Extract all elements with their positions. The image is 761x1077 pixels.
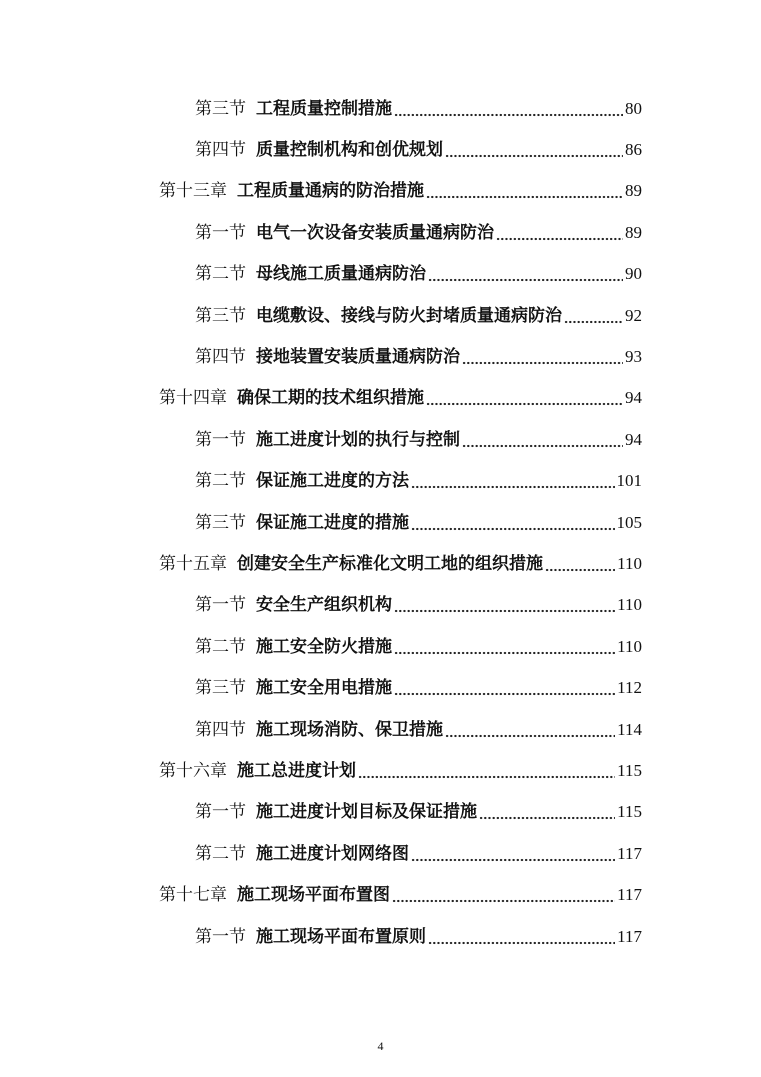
toc-entry-number: 第十七章 [159, 885, 227, 906]
toc-entry-number: 第二节 [195, 636, 246, 657]
toc-section-entry[interactable] [0, 461, 642, 502]
toc-dot-leader [411, 471, 615, 491]
toc-section-entry[interactable] [0, 419, 642, 460]
toc-dot-leader [445, 140, 623, 160]
toc-entry-title: 施工进度计划目标及保证措施 [256, 802, 477, 823]
toc-section-entry[interactable] [0, 212, 642, 253]
toc-entry-title: 施工安全用电措施 [256, 678, 392, 699]
toc-entry-title: 安全生产组织机构 [256, 595, 392, 616]
toc-dot-leader [445, 720, 615, 740]
toc-entry-number: 第一节 [195, 595, 246, 616]
toc-page-number: 94 [625, 429, 642, 449]
toc-page-number: 105 [616, 512, 642, 532]
toc-page-number: 89 [625, 181, 642, 201]
toc-entry-title: 接地装置安装质量通病防治 [256, 347, 460, 368]
toc-entry-number: 第一节 [195, 429, 246, 450]
toc-page-number: 80 [625, 98, 642, 118]
toc-dot-leader [394, 678, 615, 698]
toc-dot-leader [411, 844, 615, 864]
toc-section-entry[interactable] [0, 833, 642, 874]
toc-entry-number: 第十六章 [159, 760, 227, 781]
toc-dot-leader [394, 99, 623, 119]
toc-entry-title: 施工现场平面布置图 [237, 885, 390, 906]
toc-dot-leader [426, 388, 623, 408]
toc-entry-number: 第二节 [195, 264, 246, 285]
toc-entry-number: 第十五章 [159, 553, 227, 574]
page-number: 4 [377, 1039, 384, 1053]
toc-dot-leader [392, 885, 615, 905]
toc-entry-title: 工程质量通病的防治措施 [237, 181, 424, 202]
toc-dot-leader [428, 927, 615, 947]
toc-entry-number: 第一节 [195, 802, 246, 823]
toc-entry-number: 第四节 [195, 347, 246, 368]
toc-page-number: 112 [617, 678, 642, 698]
toc-entry-number: 第十四章 [159, 388, 227, 409]
toc-page-number: 90 [625, 264, 642, 284]
toc-entry-title: 质量控制机构和创优规划 [256, 140, 443, 161]
table-of-contents [0, 88, 761, 957]
toc-section-entry[interactable] [0, 88, 642, 129]
toc-entry-number: 第一节 [195, 222, 246, 243]
toc-entry-title: 施工安全防火措施 [256, 636, 392, 657]
toc-entry-number: 第四节 [195, 719, 246, 740]
toc-entry-number: 第十三章 [159, 181, 227, 202]
toc-dot-leader [358, 761, 615, 781]
toc-entry-number: 第三节 [195, 678, 246, 699]
toc-page-number: 86 [625, 140, 642, 160]
toc-dot-leader [564, 306, 623, 326]
toc-section-entry[interactable] [0, 709, 642, 750]
toc-section-entry[interactable] [0, 792, 642, 833]
toc-entry-title: 电缆敷设、接线与防火封堵质量通病防治 [256, 305, 562, 326]
toc-page-number: 115 [617, 760, 642, 780]
toc-chapter-entry[interactable] [0, 750, 642, 791]
toc-page-number: 110 [617, 595, 642, 615]
toc-entry-number: 第三节 [195, 512, 246, 533]
toc-entry-title: 保证施工进度的措施 [256, 512, 409, 533]
toc-entry-title: 母线施工质量通病防治 [256, 264, 426, 285]
toc-page-number: 117 [617, 843, 642, 863]
toc-entry-title: 电气一次设备安装质量通病防治 [256, 222, 494, 243]
toc-dot-leader [394, 637, 615, 657]
toc-entry-number: 第一节 [195, 926, 246, 947]
toc-section-entry[interactable] [0, 295, 642, 336]
toc-section-entry[interactable] [0, 916, 642, 957]
toc-chapter-entry[interactable] [0, 874, 642, 915]
toc-entry-title: 施工现场消防、保卫措施 [256, 719, 443, 740]
toc-section-entry[interactable] [0, 667, 642, 708]
toc-section-entry[interactable] [0, 626, 642, 667]
toc-entry-number: 第三节 [195, 98, 246, 119]
toc-entry-title: 施工进度计划的执行与控制 [256, 429, 460, 450]
toc-entry-title: 创建安全生产标准化文明工地的组织措施 [237, 553, 543, 574]
toc-page-number: 89 [625, 222, 642, 242]
toc-dot-leader [426, 181, 623, 201]
toc-entry-title: 施工进度计划网络图 [256, 843, 409, 864]
toc-page-number: 117 [617, 926, 642, 946]
toc-section-entry[interactable] [0, 336, 642, 377]
toc-entry-title: 施工总进度计划 [237, 760, 356, 781]
toc-dot-leader [462, 430, 623, 450]
toc-dot-leader [394, 595, 615, 615]
toc-section-entry[interactable] [0, 502, 642, 543]
toc-entry-number: 第四节 [195, 140, 246, 161]
toc-page-number: 93 [625, 347, 642, 367]
toc-entry-number: 第二节 [195, 471, 246, 492]
toc-dot-leader [411, 513, 615, 533]
toc-entry-title: 保证施工进度的方法 [256, 471, 409, 492]
toc-dot-leader [462, 347, 623, 367]
toc-page-number: 101 [616, 471, 642, 491]
toc-page-number: 110 [617, 636, 642, 656]
toc-section-entry[interactable] [0, 585, 642, 626]
toc-page-number: 92 [625, 305, 642, 325]
toc-page-number: 110 [617, 553, 642, 573]
toc-section-entry[interactable] [0, 254, 642, 295]
toc-page-number: 117 [617, 885, 642, 905]
toc-page-number: 114 [617, 719, 642, 739]
toc-dot-leader [428, 264, 623, 284]
toc-entry-title: 施工现场平面布置原则 [256, 926, 426, 947]
toc-dot-leader [479, 802, 615, 822]
toc-page-number: 94 [625, 388, 642, 408]
toc-entry-number: 第二节 [195, 843, 246, 864]
toc-dot-leader [496, 223, 623, 243]
toc-chapter-entry[interactable] [0, 378, 642, 419]
toc-entry-title: 工程质量控制措施 [256, 98, 392, 119]
toc-chapter-entry[interactable] [0, 543, 642, 584]
toc-dot-leader [545, 554, 615, 574]
toc-chapter-entry[interactable] [0, 171, 642, 212]
toc-section-entry[interactable] [0, 129, 642, 170]
toc-entry-title: 确保工期的技术组织措施 [237, 388, 424, 409]
toc-page-number: 115 [617, 802, 642, 822]
toc-entry-number: 第三节 [195, 305, 246, 326]
